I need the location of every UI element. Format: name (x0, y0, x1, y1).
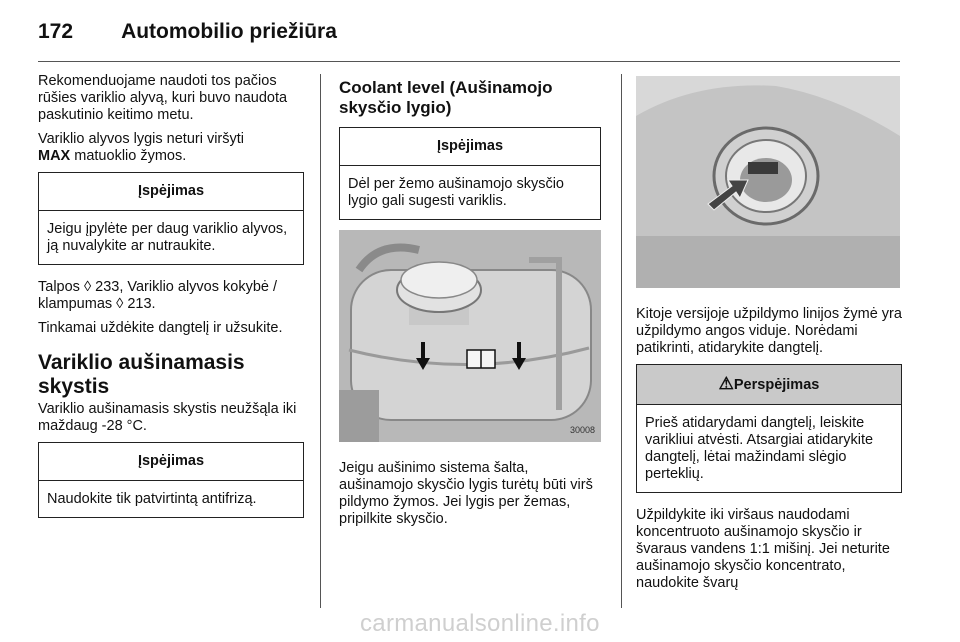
max-label: MAX (38, 148, 71, 164)
warning-box (38, 442, 304, 518)
caution-title-text: Perspėjimas (733, 377, 820, 393)
reservoir-illustration (339, 230, 601, 442)
warning-body: Naudokite tik patvirtintą antifrizą. (47, 491, 257, 507)
section-heading: Coolant level (Aušinamojo skysčio lygio) (339, 78, 553, 117)
column-2 (339, 78, 601, 535)
paragraph-text: matuoklio žymos. (70, 148, 187, 164)
caution-title (637, 365, 901, 405)
header-rule (38, 61, 900, 62)
warning-triangle-icon: ⚠ (718, 374, 734, 393)
warning-title: Įspėjimas (340, 128, 600, 166)
paragraph-text: Variklio alyvos lygis neturi viršyti (38, 131, 245, 147)
column-divider (621, 74, 622, 608)
column-1 (38, 73, 304, 532)
watermark: carmanualsonline.info (360, 610, 600, 637)
cross-reference[interactable]: Talpos ◊ 233, Variklio alyvos kokybė / klampumas ◊ 213. (38, 279, 278, 312)
warning-box (38, 172, 304, 265)
page-header (38, 20, 337, 44)
warning-title: Įspėjimas (39, 443, 303, 481)
column-divider (320, 74, 321, 608)
paragraph: Variklio aušinamasis skystis neužšąla iki maždaug -28 °C. (38, 401, 297, 434)
page-title: Automobilio priežiūra (121, 20, 337, 43)
warning-body: Jeigu įpylėte per daug variklio alyvos, ją nuvalykite ar nutraukite. (47, 221, 288, 254)
warning-title: Įspėjimas (39, 173, 303, 211)
column-3 (636, 76, 902, 599)
paragraph: Tinkamai uždėkite dangtelį ir užsukite. (38, 320, 283, 336)
paragraph: Kitoje versijoje užpildymo linijos žymė yra užpildymo angos viduje. Norėdami patikrinti, atidarykite dangtelį. (636, 306, 902, 356)
warning-body: Dėl per žemo aušinamojo skysčio lygio gali sugesti variklis. (348, 176, 564, 209)
warning-box (339, 127, 601, 220)
caution-body: Prieš atidarydami dangtelį, leiskite varikliui atvėsti. Atsargiai atidarykite dangtelį, lėtai mažindami slėgio perteklių. (645, 415, 874, 482)
section-heading: Variklio aušinamasis skystis (38, 351, 245, 398)
filler-neck-photo (636, 76, 900, 288)
paragraph (38, 131, 304, 165)
paragraph: Rekomenduojame naudoti tos pačios rūšies variklio alyvą, kuri buvo naudota paskutinio keitimo metu. (38, 73, 288, 123)
paragraph: Užpildykite iki viršaus naudodami koncentruoto aušinamojo skysčio ir švaraus vandens 1:1 mišinį. Jei neturite aušinamojo skysčio koncentrato, naudokite švarų (636, 507, 890, 591)
paragraph: Jeigu aušinimo sistema šalta, aušinamojo skysčio lygis turėtų būti virš pildymo žymos. Jei lygis per žemas, pripilkite skysčio. (339, 460, 593, 527)
caution-box (636, 364, 902, 493)
image-code: 30008 (569, 425, 595, 435)
coolant-reservoir-photo (339, 230, 601, 442)
filler-neck-illustration (636, 76, 900, 288)
page-number: 172 (38, 20, 74, 43)
